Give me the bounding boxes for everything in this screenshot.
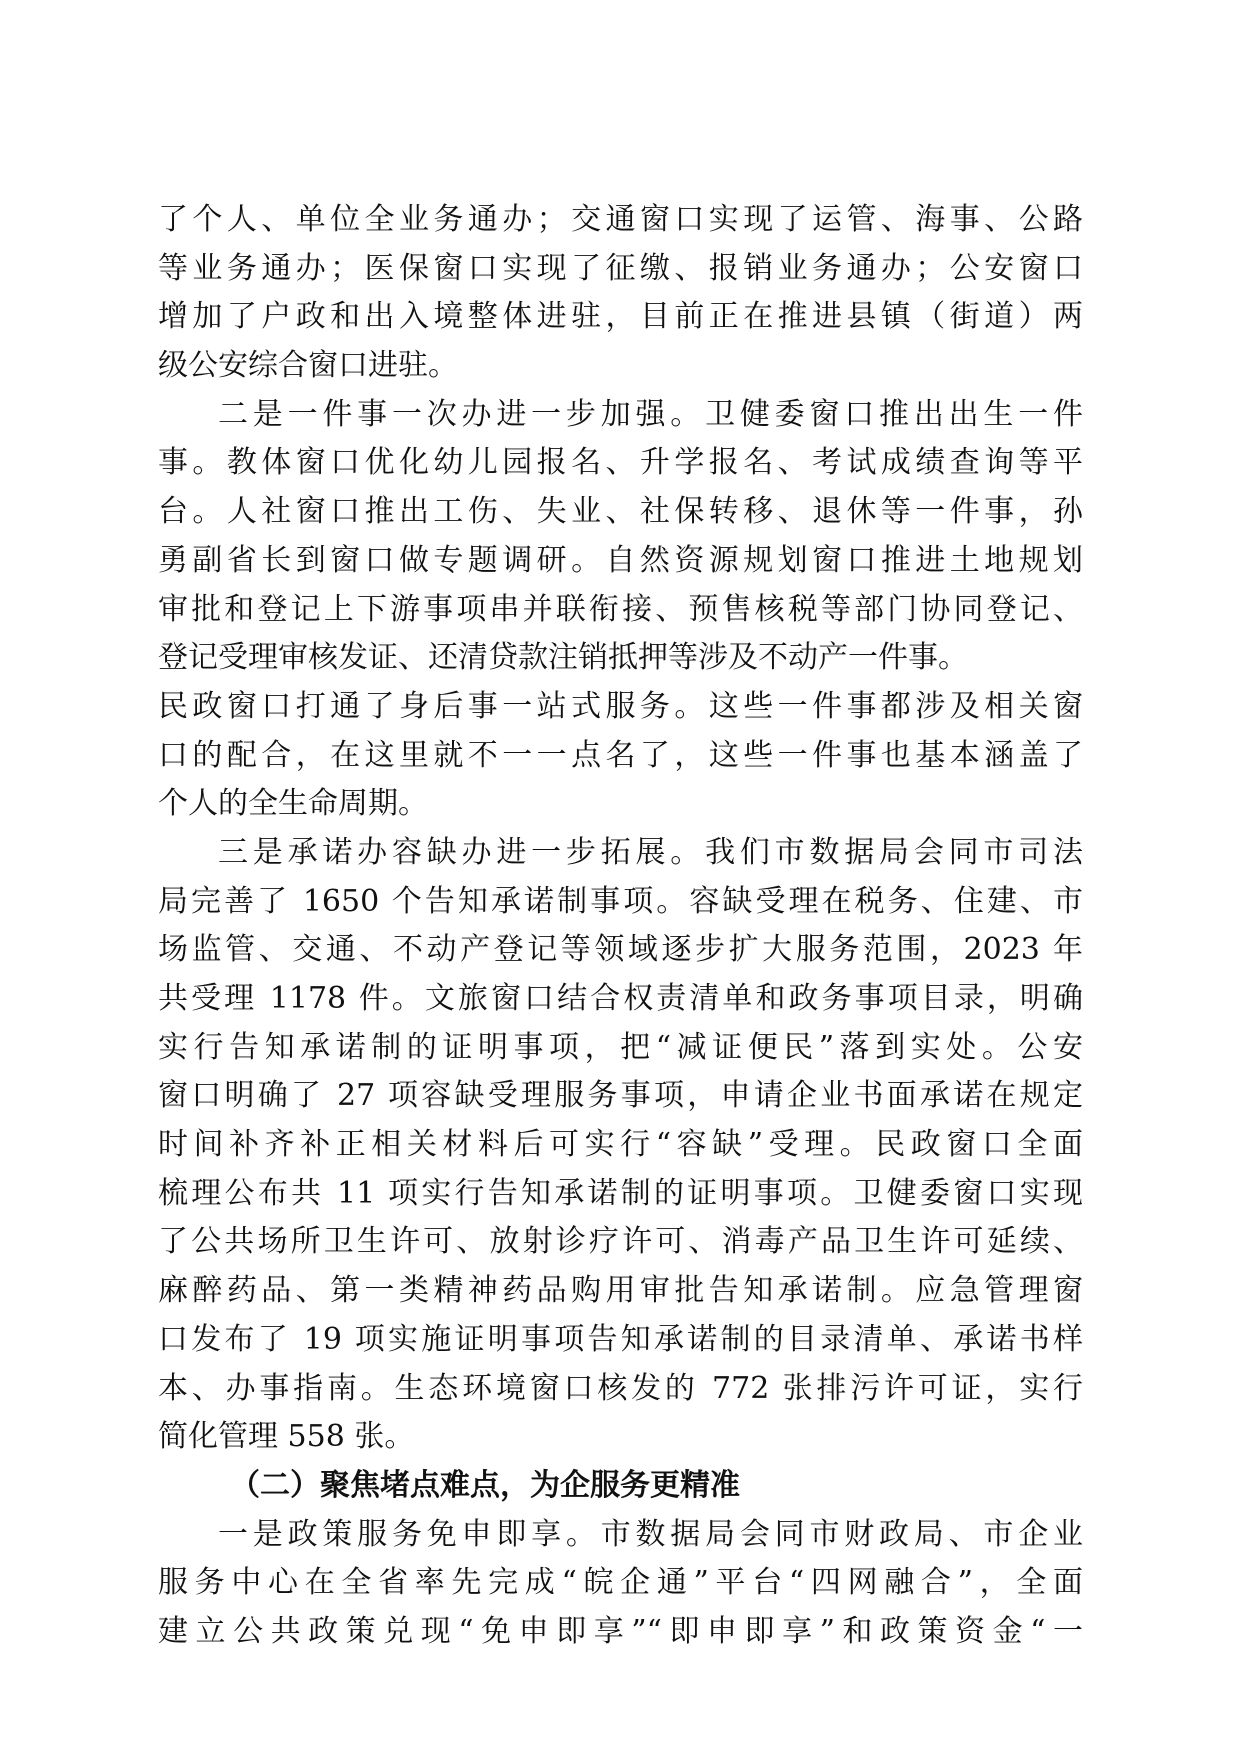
paragraph-start-line: 一是政策服务免申即享。市数据局会同市财政局、市企业	[218, 1516, 1083, 1552]
text-line: 共受理 1178 件。文旅窗口结合权责清单和政务事项目录，明确	[158, 981, 1083, 1016]
text-line: 梳理公布共 11 项实行告知承诺制的证明事项。卫健委窗口实现	[158, 1175, 1083, 1211]
text-line: 窗口明确了 27 项容缺受理服务事项，申请企业书面承诺在规定	[158, 1078, 1083, 1114]
text-line: 勇副省长到窗口做专题调研。自然资源规划窗口推进土地规划	[158, 542, 1083, 578]
text-line: 增加了户政和出入境整体进驻，目前正在推进县镇（街道）两	[158, 299, 1083, 335]
text-line: 服务中心在全省率先完成“皖企通”平台“四网融合”，全面	[158, 1565, 1083, 1601]
text-line: 时间补齐补正相关材料后可实行“容缺”受理。民政窗口全面	[158, 1127, 1083, 1163]
text-line: 台。人社窗口推出工伤、失业、社保转移、退休等一件事，孙	[158, 494, 1083, 530]
paragraph-start-line: 三是承诺办容缺办进一步拓展。我们市数据局会同市司法	[218, 834, 1083, 870]
text-line: 实行告知承诺制的证明事项，把“减证便民”落到实处。公安	[158, 1029, 1083, 1065]
section-heading: （二）聚焦堵点难点，为企服务更精准	[230, 1467, 740, 1503]
text-line: 麻醉药品、第一类精神药品购用审批告知承诺制。应急管理窗	[158, 1273, 1083, 1309]
paragraph-start-line: 二是一件事一次办进一步加强。卫健委窗口推出出生一件	[218, 396, 1083, 432]
text-line: 本、办事指南。生态环境窗口核发的 772 张排污许可证，实行	[158, 1370, 1083, 1406]
text-line: 口发布了 19 项实施证明事项告知承诺制的目录清单、承诺书样	[158, 1321, 1083, 1357]
text-line: 场监管、交通、不动产登记等领域逐步扩大服务范围，2023 年	[158, 932, 1083, 968]
text-line: 个人的全生命周期。	[158, 786, 428, 822]
text-line: 民政窗口打通了身后事一站式服务。这些一件事都涉及相关窗	[158, 688, 1083, 724]
text-line: 了公共场所卫生许可、放射诊疗许可、消毒产品卫生许可延续、	[158, 1224, 1083, 1260]
body-text	[158, 196, 1083, 1657]
text-line: 登记受理审核发证、还清贷款注销抵押等涉及不动产一件事。	[158, 640, 968, 676]
text-line: 建立公共政策兑现“免申即享”“即申即享”和政策资金“一	[158, 1613, 1083, 1649]
text-line: 级公安综合窗口进驻。	[158, 348, 458, 384]
text-line: 口的配合，在这里就不一一点名了，这些一件事也基本涵盖了	[158, 737, 1083, 773]
text-line: 事。教体窗口优化幼儿园报名、升学报名、考试成绩查询等平	[158, 445, 1083, 481]
text-line: 审批和登记上下游事项串并联衔接、预售核税等部门协同登记、	[158, 591, 1083, 627]
text-line: 简化管理 558 张。	[158, 1419, 415, 1455]
text-line: 了个人、单位全业务通办；交通窗口实现了运管、海事、公路	[158, 202, 1083, 237]
text-line: 等业务通办；医保窗口实现了征缴、报销业务通办；公安窗口	[158, 250, 1083, 286]
text-line: 局完善了 1650 个告知承诺制事项。容缺受理在税务、住建、市	[158, 883, 1083, 919]
